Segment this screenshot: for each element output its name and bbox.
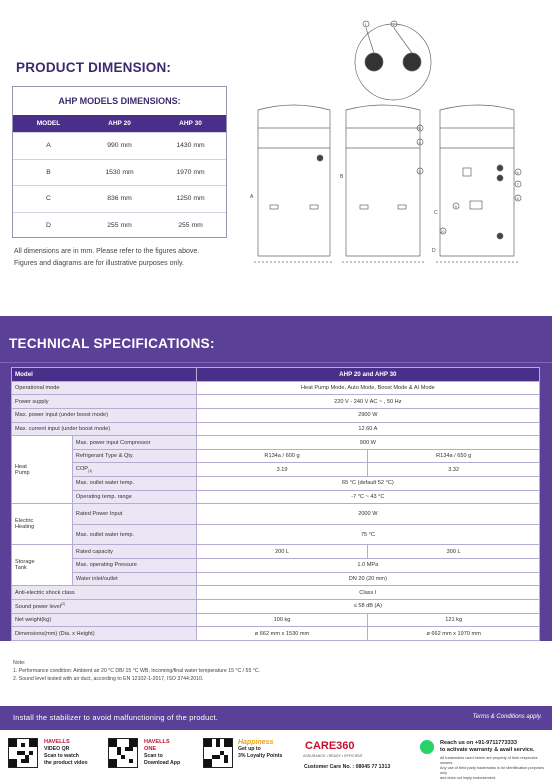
product-dimension-title: PRODUCT DIMENSION: bbox=[16, 60, 172, 75]
spec-label: Rated capacity bbox=[72, 545, 196, 559]
spec-value: 3.19 bbox=[196, 463, 368, 477]
hinge bbox=[360, 205, 368, 209]
hinge bbox=[398, 205, 406, 209]
table-row bbox=[12, 422, 540, 436]
footer-text: the product video bbox=[44, 760, 88, 766]
spec-value: ø 662 mm x 1970 mm bbox=[368, 627, 540, 641]
group-heat-pump bbox=[12, 436, 73, 504]
notes-heading: Note: bbox=[13, 660, 26, 666]
cell: 1430 mm bbox=[176, 142, 205, 150]
table-row bbox=[12, 449, 540, 463]
table-row bbox=[12, 436, 540, 450]
customer-care-number[interactable]: Customer Care No. : 08045 77 1313 bbox=[304, 764, 391, 770]
cell: 990 mm bbox=[107, 142, 132, 150]
callout-label: 7 bbox=[516, 182, 519, 187]
spec-value: 3.32 bbox=[368, 463, 540, 477]
spec-value: 900 W bbox=[196, 436, 539, 450]
banner-message: Install the stabilizer to avoid malfunctioning of the product. bbox=[13, 713, 219, 722]
spec-value: Class I bbox=[196, 586, 539, 600]
group-label: Heat Pump bbox=[15, 463, 30, 476]
qr-code-app[interactable] bbox=[108, 738, 138, 768]
spec-value: 12.60 A bbox=[196, 422, 539, 436]
dimensions-note bbox=[14, 246, 199, 270]
spec-value: Heat Pump Mode, Auto Mode, Boost Mode & AI Mode bbox=[196, 381, 539, 395]
dimension-letter: D bbox=[432, 248, 436, 254]
table-row bbox=[12, 395, 540, 409]
footer-text: Get up to bbox=[238, 746, 261, 752]
dimensions-table-header bbox=[13, 115, 226, 132]
spec-value: 75 °C bbox=[196, 524, 539, 545]
footer-text: Reach us on +91-9711773333 bbox=[440, 740, 517, 746]
table-row bbox=[12, 572, 540, 586]
top-port-left bbox=[365, 53, 383, 71]
table-row bbox=[12, 586, 540, 600]
hinge bbox=[310, 205, 318, 209]
spec-value: 1.0 MPa bbox=[196, 559, 539, 573]
callout-label: 1 bbox=[364, 22, 367, 27]
cop-sub: (1) bbox=[88, 469, 93, 474]
stabilizer-banner bbox=[0, 706, 552, 730]
port-icon bbox=[463, 168, 471, 176]
display-icon bbox=[317, 155, 323, 161]
footer-text: 3% Loyalty Points bbox=[238, 753, 283, 759]
dimensions-table-title: AHP MODELS DIMENSIONS: bbox=[58, 96, 181, 106]
qr-code-video[interactable] bbox=[8, 738, 38, 768]
port-icon bbox=[470, 201, 482, 209]
col-ahp30: AHP 30 bbox=[179, 120, 202, 127]
dimensions-table bbox=[12, 86, 227, 238]
table-row bbox=[12, 545, 540, 559]
table-row bbox=[12, 524, 540, 545]
cell: 1530 mm bbox=[105, 168, 134, 176]
qr-loyalty-text bbox=[238, 739, 282, 760]
note-line: All dimensions are in mm. Please refer to the figures above. bbox=[14, 248, 200, 255]
terms-link[interactable]: Terms & Conditions apply. bbox=[472, 714, 542, 720]
trademark-note bbox=[440, 756, 548, 781]
table-row bbox=[12, 490, 540, 504]
callout-label: 3 bbox=[418, 126, 421, 131]
care360-logo: CARE360 bbox=[305, 740, 355, 752]
note-line: 2. Sound level tested with air duct, according to EN 12102-1-2017, ISO 3744:2010. bbox=[13, 676, 204, 682]
spec-value: 200 L bbox=[196, 545, 368, 559]
spec-value: ø 662 mm x 1530 mm bbox=[196, 627, 368, 641]
table-row bbox=[13, 185, 226, 212]
spec-value: DN 20 (20 mm) bbox=[196, 572, 539, 586]
col-model: MODEL bbox=[36, 120, 61, 127]
table-row bbox=[12, 504, 540, 525]
cell: 255 mm bbox=[107, 221, 132, 229]
brand-label: ONE bbox=[144, 746, 157, 752]
callout-label: 8 bbox=[516, 196, 519, 201]
group-label: Storage Tank bbox=[15, 559, 35, 572]
product-dimension-section bbox=[0, 0, 552, 316]
table-row bbox=[12, 613, 540, 627]
table-row bbox=[12, 600, 540, 614]
footer-text: to activate warranty & avail service. bbox=[440, 747, 535, 753]
footer-text: and does not imply endorsement. bbox=[440, 776, 497, 780]
sound-label: Sound power level bbox=[15, 604, 62, 611]
divider bbox=[0, 362, 552, 363]
table-row bbox=[12, 463, 540, 477]
table-row bbox=[13, 132, 226, 159]
callout-label: 4 bbox=[418, 140, 421, 145]
qr-code-loyalty[interactable] bbox=[203, 738, 233, 768]
spec-label: Water inlet/outlet bbox=[72, 572, 196, 586]
cell: 255 mm bbox=[178, 221, 203, 229]
spec-label: Max. outlet water temp. bbox=[72, 477, 196, 491]
qr-code-icon bbox=[109, 739, 137, 767]
table-row bbox=[13, 159, 226, 186]
spec-value: 65 °C (default 52 °C) bbox=[196, 477, 539, 491]
qr-video-text bbox=[44, 739, 88, 767]
spec-label: Dimensions(mm) (Dia. x Height) bbox=[12, 627, 197, 641]
spec-value: -7 °C ~ 43 °C bbox=[196, 490, 539, 504]
spec-label: Max. power input Compressor bbox=[72, 436, 196, 450]
qr-code-icon bbox=[9, 739, 37, 767]
callout-label: 5 bbox=[418, 169, 421, 174]
spec-label: Refrigerant Type & Qty. bbox=[72, 449, 196, 463]
notes bbox=[0, 641, 552, 706]
table-row bbox=[12, 368, 540, 382]
top-port-right bbox=[403, 53, 421, 71]
note-line: Figures and diagrams are for illustrative purposes only. bbox=[14, 260, 184, 267]
spec-label: Operating temp. range bbox=[72, 490, 196, 504]
spec-value: 220 V - 240 V AC ~ , 50 Hz bbox=[196, 395, 539, 409]
spec-value: ≤ 58 dB (A) bbox=[196, 600, 539, 614]
whatsapp-icon[interactable] bbox=[420, 740, 434, 754]
footer-text: VIDEO QR bbox=[44, 746, 70, 752]
care360-tagline: ASSURANCE • READY • EFFICIENT bbox=[303, 754, 363, 758]
spec-value: R134a / 600 g bbox=[196, 449, 368, 463]
cell: C bbox=[46, 195, 51, 203]
cell: D bbox=[46, 221, 51, 229]
happiness-logo: Happiness bbox=[238, 739, 274, 746]
table-row bbox=[13, 212, 226, 239]
cop-label: COP bbox=[75, 466, 89, 473]
table-row bbox=[12, 477, 540, 491]
spec-header-value: AHP 20 and AHP 30 bbox=[196, 368, 539, 382]
spec-header-label: Model bbox=[12, 368, 197, 382]
footer-text: Scan to watch bbox=[44, 753, 79, 759]
leader-line bbox=[394, 28, 412, 53]
qr-code-icon bbox=[204, 739, 232, 767]
sound-sup: (2) bbox=[61, 602, 66, 607]
callout-label: 9 bbox=[454, 204, 457, 209]
outlet-icon bbox=[497, 233, 503, 239]
spec-label: Max. outlet water temp. bbox=[72, 524, 196, 545]
table-row bbox=[12, 627, 540, 641]
hinge bbox=[270, 205, 278, 209]
spec-label: Max. power input (under boost mode) bbox=[12, 408, 197, 422]
spec-label: Operational mode bbox=[12, 381, 197, 395]
dimension-letter: B bbox=[340, 174, 344, 180]
table-row bbox=[12, 559, 540, 573]
outlet-icon bbox=[497, 175, 503, 181]
group-electric-heating bbox=[12, 504, 73, 545]
note-line: 1. Performance condition: Ambient air 20 °C DB/ 15 °C WB, Incoming/final water temperature 15 °C / 55 °C. bbox=[13, 668, 261, 674]
spec-label: Anti-electric shock class bbox=[12, 586, 197, 600]
cell: B bbox=[46, 168, 51, 176]
dimension-letter: A bbox=[250, 194, 254, 200]
spec-value: R134a / 650 g bbox=[368, 449, 540, 463]
qr-app-text bbox=[144, 739, 180, 767]
dimension-letter: C bbox=[434, 210, 438, 216]
cell: 1970 mm bbox=[176, 168, 205, 176]
tech-title: TECHNICAL SPECIFICATIONS: bbox=[9, 336, 215, 351]
cell: A bbox=[46, 142, 51, 150]
spec-label: Power supply bbox=[12, 395, 197, 409]
spec-value: 2900 W bbox=[196, 408, 539, 422]
spec-table bbox=[11, 367, 540, 641]
footer bbox=[0, 730, 552, 784]
spec-value: 300 L bbox=[368, 545, 540, 559]
spec-label: Max. operating Pressure bbox=[72, 559, 196, 573]
footer-text: Scan to bbox=[144, 753, 163, 759]
product-diagram bbox=[248, 18, 538, 286]
footer-text: Any use of third party trademarks is for identification purposes only bbox=[440, 766, 545, 775]
spec-value: 100 kg bbox=[196, 613, 368, 627]
table-row bbox=[12, 408, 540, 422]
table-row bbox=[12, 381, 540, 395]
footer-text: Download App bbox=[144, 760, 181, 766]
callout-label: 2 bbox=[392, 22, 395, 27]
spec-label: Net weight(kg) bbox=[12, 613, 197, 627]
group-storage-tank bbox=[12, 545, 73, 586]
spec-label bbox=[72, 463, 196, 477]
reach-us-text bbox=[440, 740, 535, 754]
brand-label: HAVELLS bbox=[144, 739, 170, 745]
footer-text: All trademarks used herein are property of their respective owners. bbox=[440, 756, 538, 765]
spec-label: Max. current input (under boost mode) bbox=[12, 422, 197, 436]
callout-label: 10 bbox=[440, 229, 445, 234]
cell: 1250 mm bbox=[176, 195, 205, 203]
col-ahp20: AHP 20 bbox=[108, 120, 131, 127]
spec-value: 2000 W bbox=[196, 504, 539, 525]
brand-label: HAVELLS bbox=[44, 739, 70, 745]
outlet-icon bbox=[497, 165, 503, 171]
spec-label bbox=[12, 600, 197, 614]
cell: 836 mm bbox=[107, 195, 132, 203]
group-label: Electric Heating bbox=[15, 518, 35, 531]
spec-value: 121 kg bbox=[368, 613, 540, 627]
callout-label: 6 bbox=[516, 170, 519, 175]
spec-label: Rated Power Input bbox=[72, 504, 196, 525]
